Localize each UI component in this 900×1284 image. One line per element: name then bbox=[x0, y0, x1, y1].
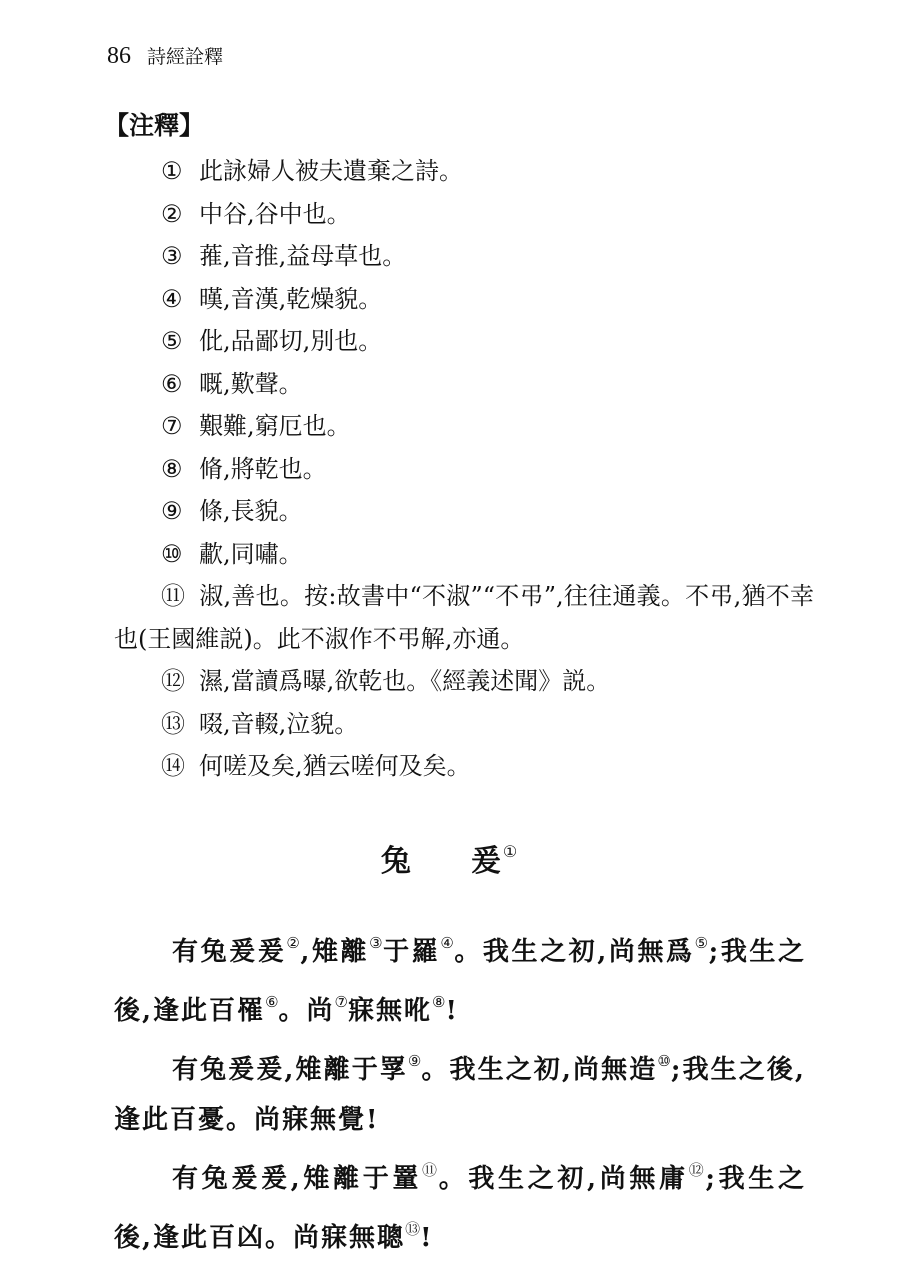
note-number: ⑫ bbox=[161, 667, 185, 695]
notes-list bbox=[114, 150, 814, 788]
poem-stanza bbox=[114, 1036, 806, 1145]
footnote-marker: ⑬ bbox=[405, 1220, 421, 1238]
stanza-text: 。我生之初,尚無爲 bbox=[454, 937, 695, 967]
poem-stanza bbox=[114, 918, 806, 1036]
poem-body bbox=[114, 918, 806, 1263]
note-number: ⑭ bbox=[161, 752, 185, 780]
footnote-marker: ⑤ bbox=[694, 934, 709, 952]
poem-title-footnote-marker: ① bbox=[502, 842, 520, 861]
note-text: 脩,將乾也。 bbox=[199, 454, 327, 483]
footnote-marker: ④ bbox=[440, 934, 455, 952]
note-item bbox=[114, 150, 814, 193]
note-item bbox=[114, 660, 814, 703]
note-number: ⑧ bbox=[161, 454, 183, 483]
note-item bbox=[114, 533, 814, 576]
note-number: ② bbox=[161, 199, 183, 228]
stanza-text: ;我生之後,逢此百罹 bbox=[114, 937, 806, 1026]
footnote-marker: ② bbox=[286, 934, 301, 952]
note-text: 歗,同嘯。 bbox=[199, 539, 303, 568]
poem-stanza bbox=[114, 1145, 806, 1263]
note-number: ⑤ bbox=[161, 327, 183, 355]
footnote-marker: ③ bbox=[369, 934, 384, 952]
stanza-text: 。尚 bbox=[278, 996, 335, 1026]
note-number: ⑬ bbox=[161, 709, 185, 738]
footnote-marker: ⑨ bbox=[407, 1052, 422, 1070]
poem-title-second-char: 爰 bbox=[470, 844, 503, 879]
note-text: 此詠婦人被夫遺棄之詩。 bbox=[199, 157, 463, 185]
note-text: 條,長貌。 bbox=[199, 497, 303, 525]
note-number: ⑪ bbox=[161, 582, 185, 610]
footnote-marker: ⑥ bbox=[265, 993, 279, 1011]
footnote-marker: ⑧ bbox=[432, 993, 446, 1011]
stanza-text: ,雉離 bbox=[300, 937, 370, 967]
note-text: 啜,音輟,泣貌。 bbox=[199, 709, 359, 738]
note-item bbox=[114, 363, 814, 406]
note-item bbox=[114, 235, 814, 278]
stanza-text: ! bbox=[445, 996, 459, 1026]
stanza-text: 有兔爰爰,雉離于罦 bbox=[172, 1055, 408, 1085]
stanza-text: 于羅 bbox=[383, 937, 441, 967]
note-text: 嘅,歎聲。 bbox=[199, 369, 303, 398]
stanza-text: 寐無吪 bbox=[347, 996, 432, 1026]
note-number: ③ bbox=[161, 242, 183, 270]
notes-heading: 【注釋】 bbox=[104, 111, 205, 140]
book-title: 詩經詮釋 bbox=[147, 46, 224, 68]
stanza-text: 。我生之初,尚無造 bbox=[421, 1055, 658, 1085]
note-text: 艱難,窮厄也。 bbox=[199, 412, 351, 440]
note-item bbox=[114, 405, 814, 448]
stanza-text: 有兔爰爰,雉離于罿 bbox=[172, 1164, 423, 1194]
note-text: 何嗟及矣,猶云嗟何及矣。 bbox=[199, 752, 471, 780]
footnote-marker: ⑦ bbox=[334, 993, 348, 1011]
note-item bbox=[114, 320, 814, 363]
note-item bbox=[114, 575, 814, 660]
note-item bbox=[114, 448, 814, 491]
note-item bbox=[114, 278, 814, 321]
note-text: 蓷,音推,益母草也。 bbox=[199, 242, 407, 270]
stanza-text: ;我生之後,逢此百凶。尚寐無聰 bbox=[114, 1164, 806, 1253]
note-number: ⑥ bbox=[161, 369, 183, 398]
note-text: 濕,當讀爲曝,欲乾也。《經義述聞》説。 bbox=[199, 667, 611, 695]
note-number: ⑩ bbox=[161, 539, 183, 568]
stanza-text: ! bbox=[420, 1223, 434, 1253]
note-text: 暵,音漢,乾燥貌。 bbox=[199, 284, 383, 313]
note-number: ⑦ bbox=[161, 412, 183, 440]
poem-title-first-char: 兔 bbox=[380, 844, 413, 879]
footnote-marker: ⑩ bbox=[657, 1052, 671, 1070]
note-text: 淑,善也。按:故書中“不淑”“不弔”,往往通義。不弔,猶不幸也(王國維説)。此不淑作不弔解,亦通。 bbox=[114, 582, 814, 653]
note-text: 中谷,谷中也。 bbox=[199, 199, 351, 228]
note-item bbox=[114, 745, 814, 788]
note-number: ① bbox=[161, 157, 183, 185]
note-number: ④ bbox=[161, 284, 183, 313]
note-number: ⑨ bbox=[161, 497, 183, 525]
poem-title bbox=[0, 832, 900, 882]
stanza-text: 。我生之初,尚無庸 bbox=[438, 1164, 689, 1194]
note-item bbox=[114, 703, 814, 746]
page-number: 86 bbox=[107, 43, 131, 69]
note-item bbox=[114, 490, 814, 533]
footnote-marker: ⑪ bbox=[422, 1161, 439, 1179]
stanza-text: ;我生之後,逢此百憂。尚寐無覺! bbox=[114, 1055, 806, 1135]
footnote-marker: ⑫ bbox=[688, 1161, 706, 1179]
note-item bbox=[114, 193, 814, 236]
running-header bbox=[107, 42, 223, 71]
stanza-text: 有兔爰爰 bbox=[172, 937, 287, 967]
note-text: 仳,品鄙切,別也。 bbox=[199, 327, 383, 355]
